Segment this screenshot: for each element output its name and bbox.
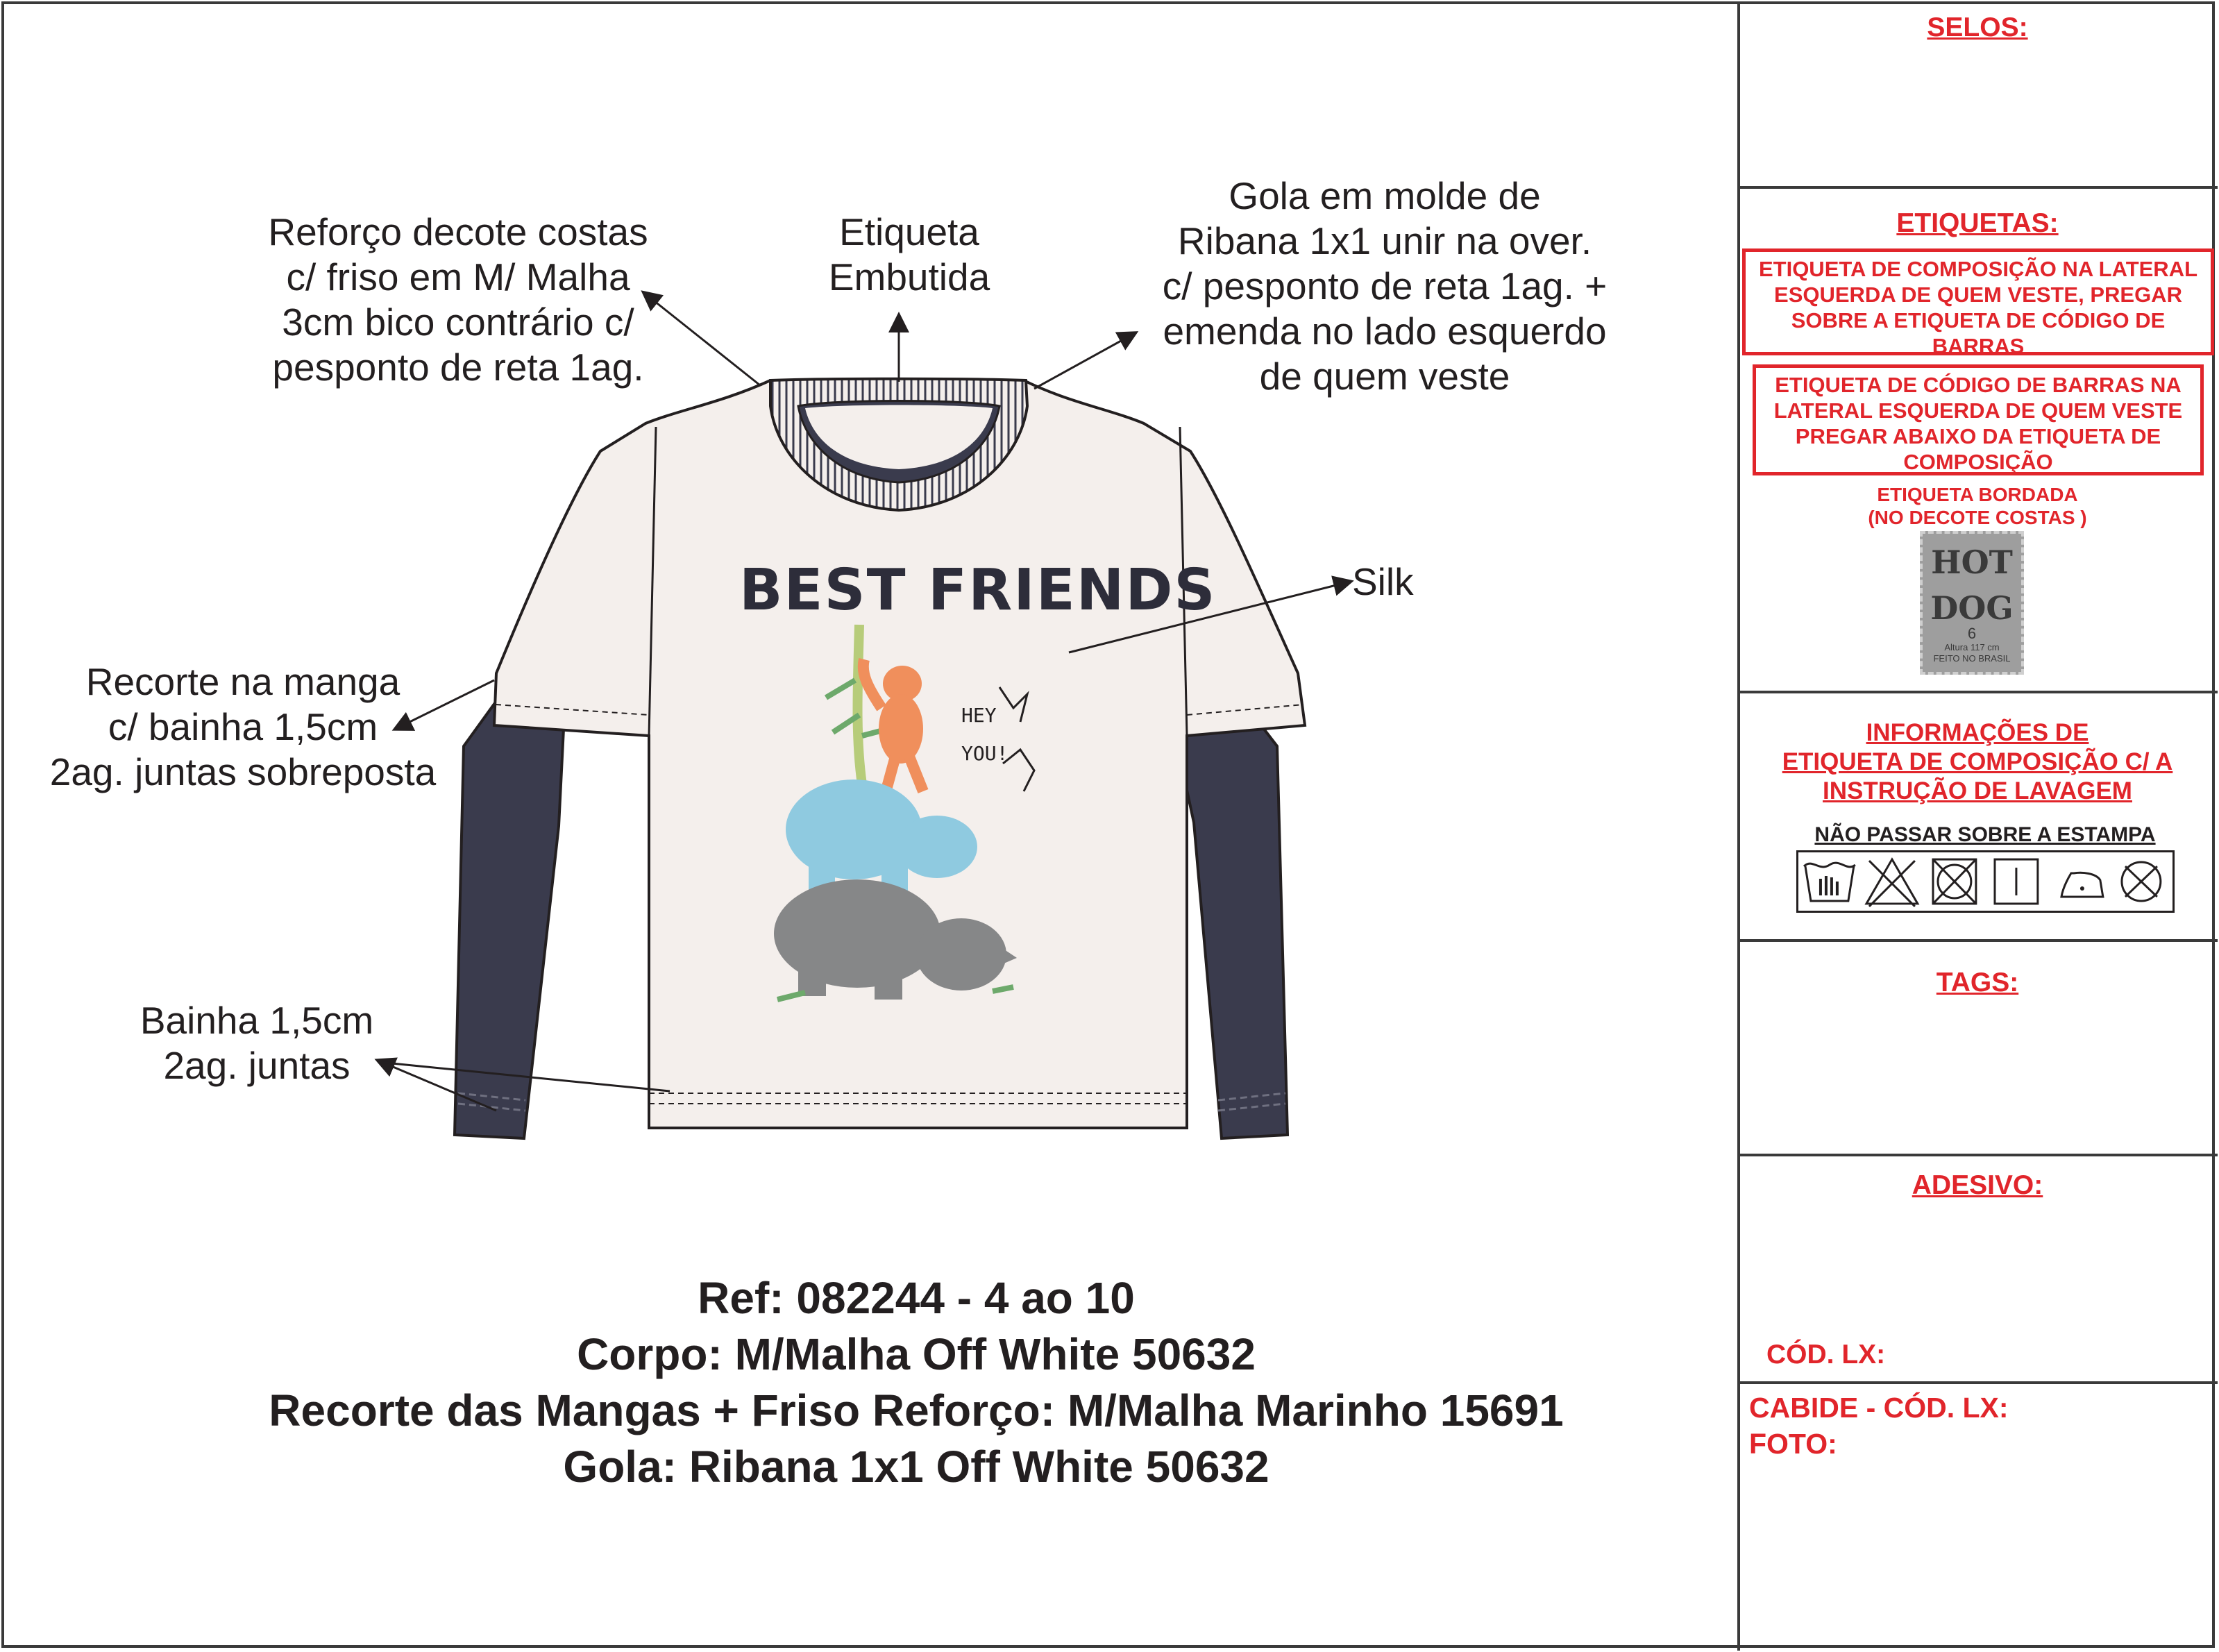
etiqueta-bordada-label: ETIQUETA BORDADA bbox=[1877, 484, 2078, 505]
label-etiqueta-embutida: Etiqueta Embutida bbox=[828, 210, 990, 298]
line-dry-icon bbox=[1985, 852, 2048, 911]
adesivo-title: ADESIVO: bbox=[1912, 1170, 2043, 1200]
selos-title: SELOS: bbox=[1927, 12, 2028, 42]
no-bleach-icon bbox=[1861, 852, 1923, 911]
left-sleeve-navy bbox=[455, 701, 564, 1138]
spec-block bbox=[104, 1270, 1728, 1495]
cabide-label: CABIDE - CÓD. LX: bbox=[1749, 1392, 2009, 1424]
spec-recorte: Recorte das Mangas + Friso Reforço: M/Malha Marinho 15691 bbox=[269, 1385, 1564, 1435]
hotdog-logo-2: DOG bbox=[1930, 589, 2014, 627]
spec-gola: Gola: Ribana 1x1 Off White 50632 bbox=[563, 1442, 1269, 1492]
bamboo bbox=[858, 625, 863, 784]
no-decote-label: (NO DECOTE COSTAS ) bbox=[1868, 507, 2087, 528]
hotdog-logo-1: HOT bbox=[1931, 543, 2013, 581]
informacoes-title: INFORMAÇÕES DE ETIQUETA DE COMPOSIÇÃO C/ A INSTRUÇÃO DE LAVAGEM bbox=[1782, 719, 2173, 804]
label-bainha: Bainha 1,5cm 2ag. juntas bbox=[140, 999, 374, 1087]
divider-5 bbox=[1739, 1381, 2218, 1384]
sidebar-divider bbox=[1737, 1, 1740, 1651]
tags-title: TAGS: bbox=[1936, 968, 2019, 997]
hotdog-altura: Altura 117 cm bbox=[1944, 642, 2000, 652]
hotdog-label bbox=[1920, 531, 2024, 675]
no-dry-clean-icon bbox=[2110, 852, 2172, 911]
no-tumble-dry-icon bbox=[1923, 852, 1986, 911]
foto-label: FOTO: bbox=[1749, 1428, 1837, 1460]
bubble-you: YOU! bbox=[961, 742, 1009, 765]
label-reforco: Reforço decote costas c/ friso em M/ Malha 3cm bico contrário c/ pesponto de reta 1ag. bbox=[268, 210, 648, 389]
hand-wash-icon bbox=[1798, 852, 1861, 911]
print-headline: BEST FRIENDS bbox=[739, 557, 1217, 623]
divider-3 bbox=[1739, 939, 2218, 942]
hotdog-feito: FEITO NO BRASIL bbox=[1933, 653, 2011, 664]
nao-passar-label: NÃO PASSAR SOBRE A ESTAMPA bbox=[1814, 823, 2156, 846]
etiqueta-composicao-box: ETIQUETA DE COMPOSIÇÃO NA LATERAL ESQUERDA DE QUEM VESTE, PREGAR SOBRE A ETIQUETA DE CÓDIGO DE BARRAS bbox=[1742, 248, 2214, 355]
divider-2 bbox=[1739, 691, 2218, 693]
divider-1 bbox=[1739, 186, 2218, 189]
spec-corpo: Corpo: M/Malha Off White 50632 bbox=[577, 1329, 1256, 1379]
care-symbols bbox=[1796, 850, 2175, 913]
bubble-hey: HEY bbox=[961, 704, 997, 727]
spec-ref: Ref: 082244 - 4 ao 10 bbox=[698, 1273, 1135, 1323]
etiqueta-barras-box: ETIQUETA DE CÓDIGO DE BARRAS NA LATERAL ESQUERDA DE QUEM VESTE PREGAR ABAIXO DA ETIQUETA DE COMPOSIÇÃO bbox=[1753, 364, 2204, 475]
hotdog-size: 6 bbox=[1967, 625, 1977, 642]
label-silk: Silk bbox=[1352, 560, 1414, 603]
iron-low-icon bbox=[2048, 852, 2110, 911]
etiquetas-title: ETIQUETAS: bbox=[1896, 208, 2059, 238]
label-recorte: Recorte na manga c/ bainha 1,5cm 2ag. juntas sobreposta bbox=[49, 660, 437, 793]
label-gola: Gola em molde de Ribana 1x1 unir na over. c/ pesponto de reta 1ag. + emenda no lado esquerdo de quem veste bbox=[1162, 174, 1608, 398]
divider-4 bbox=[1739, 1154, 2218, 1156]
cod-lx-label: CÓD. LX: bbox=[1766, 1340, 1886, 1369]
